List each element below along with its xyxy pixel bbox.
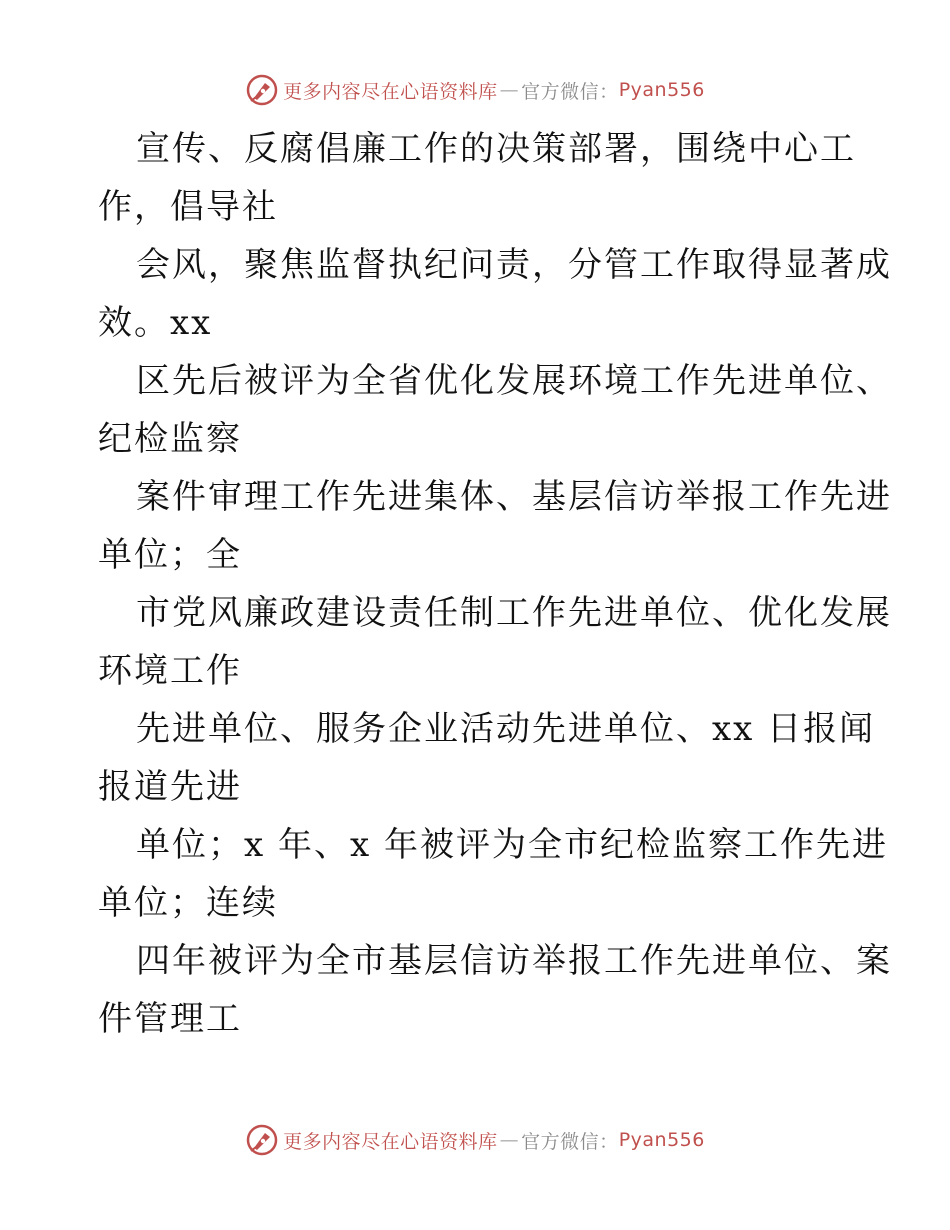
paragraph-continuation: 效。xx bbox=[98, 303, 213, 343]
paragraph-first-line: 四年被评为全市基层信访举报工作先进单位、案 bbox=[136, 941, 892, 981]
paragraph bbox=[98, 468, 892, 584]
watermark-wechat-label: 官方微信： bbox=[521, 1130, 619, 1153]
footer-watermark bbox=[0, 1120, 950, 1160]
paragraph-continuation: 件管理工 bbox=[98, 999, 242, 1039]
paragraph-first-line: 单位；x 年、x 年被评为全市纪检监察工作先进 bbox=[136, 825, 888, 865]
watermark-main-text: 更多内容尽在心语资料库 bbox=[283, 80, 498, 103]
paragraph-continuation: 作，倡导社 bbox=[98, 187, 278, 227]
paragraph-first-line: 宣传、反腐倡廉工作的决策部署，围绕中心工 bbox=[136, 129, 856, 169]
watermark-main-text: 更多内容尽在心语资料库 bbox=[283, 1130, 498, 1153]
paragraph bbox=[98, 236, 892, 352]
paragraph-continuation: 环境工作 bbox=[98, 651, 242, 691]
paragraph bbox=[98, 120, 858, 236]
paragraph-continuation: 单位；全 bbox=[98, 535, 242, 575]
pen-nib-logo-icon bbox=[245, 1123, 279, 1157]
paragraph-first-line: 会风，聚焦监督执纪问责，分管工作取得显著成 bbox=[136, 245, 892, 285]
watermark-wechat-label: 官方微信： bbox=[521, 80, 619, 103]
paragraph bbox=[98, 700, 876, 816]
paragraph-continuation: 纪检监察 bbox=[98, 419, 242, 459]
paragraph bbox=[98, 816, 888, 932]
paragraph-continuation: 报道先进 bbox=[98, 767, 242, 807]
watermark-wechat-id: Pyan556 bbox=[618, 1129, 705, 1151]
paragraph bbox=[98, 584, 892, 700]
paragraph-first-line: 市党风廉政建设责任制工作先进单位、优化发展 bbox=[136, 593, 892, 633]
document-body bbox=[98, 120, 892, 1048]
paragraph-continuation: 单位；连续 bbox=[98, 883, 278, 923]
paragraph-first-line: 案件审理工作先进集体、基层信访举报工作先进 bbox=[136, 477, 892, 517]
paragraph-first-line: 先进单位、服务企业活动先进单位、xx 日报闻 bbox=[136, 709, 876, 749]
paragraph bbox=[98, 352, 892, 468]
watermark-separator: — bbox=[499, 79, 520, 101]
watermark-separator: — bbox=[499, 1129, 520, 1151]
paragraph bbox=[98, 932, 892, 1048]
paragraph-first-line: 区先后被评为全省优化发展环境工作先进单位、 bbox=[136, 361, 892, 401]
pen-nib-logo-icon bbox=[245, 73, 279, 107]
header-watermark bbox=[0, 70, 950, 110]
watermark-wechat-id: Pyan556 bbox=[618, 79, 705, 101]
